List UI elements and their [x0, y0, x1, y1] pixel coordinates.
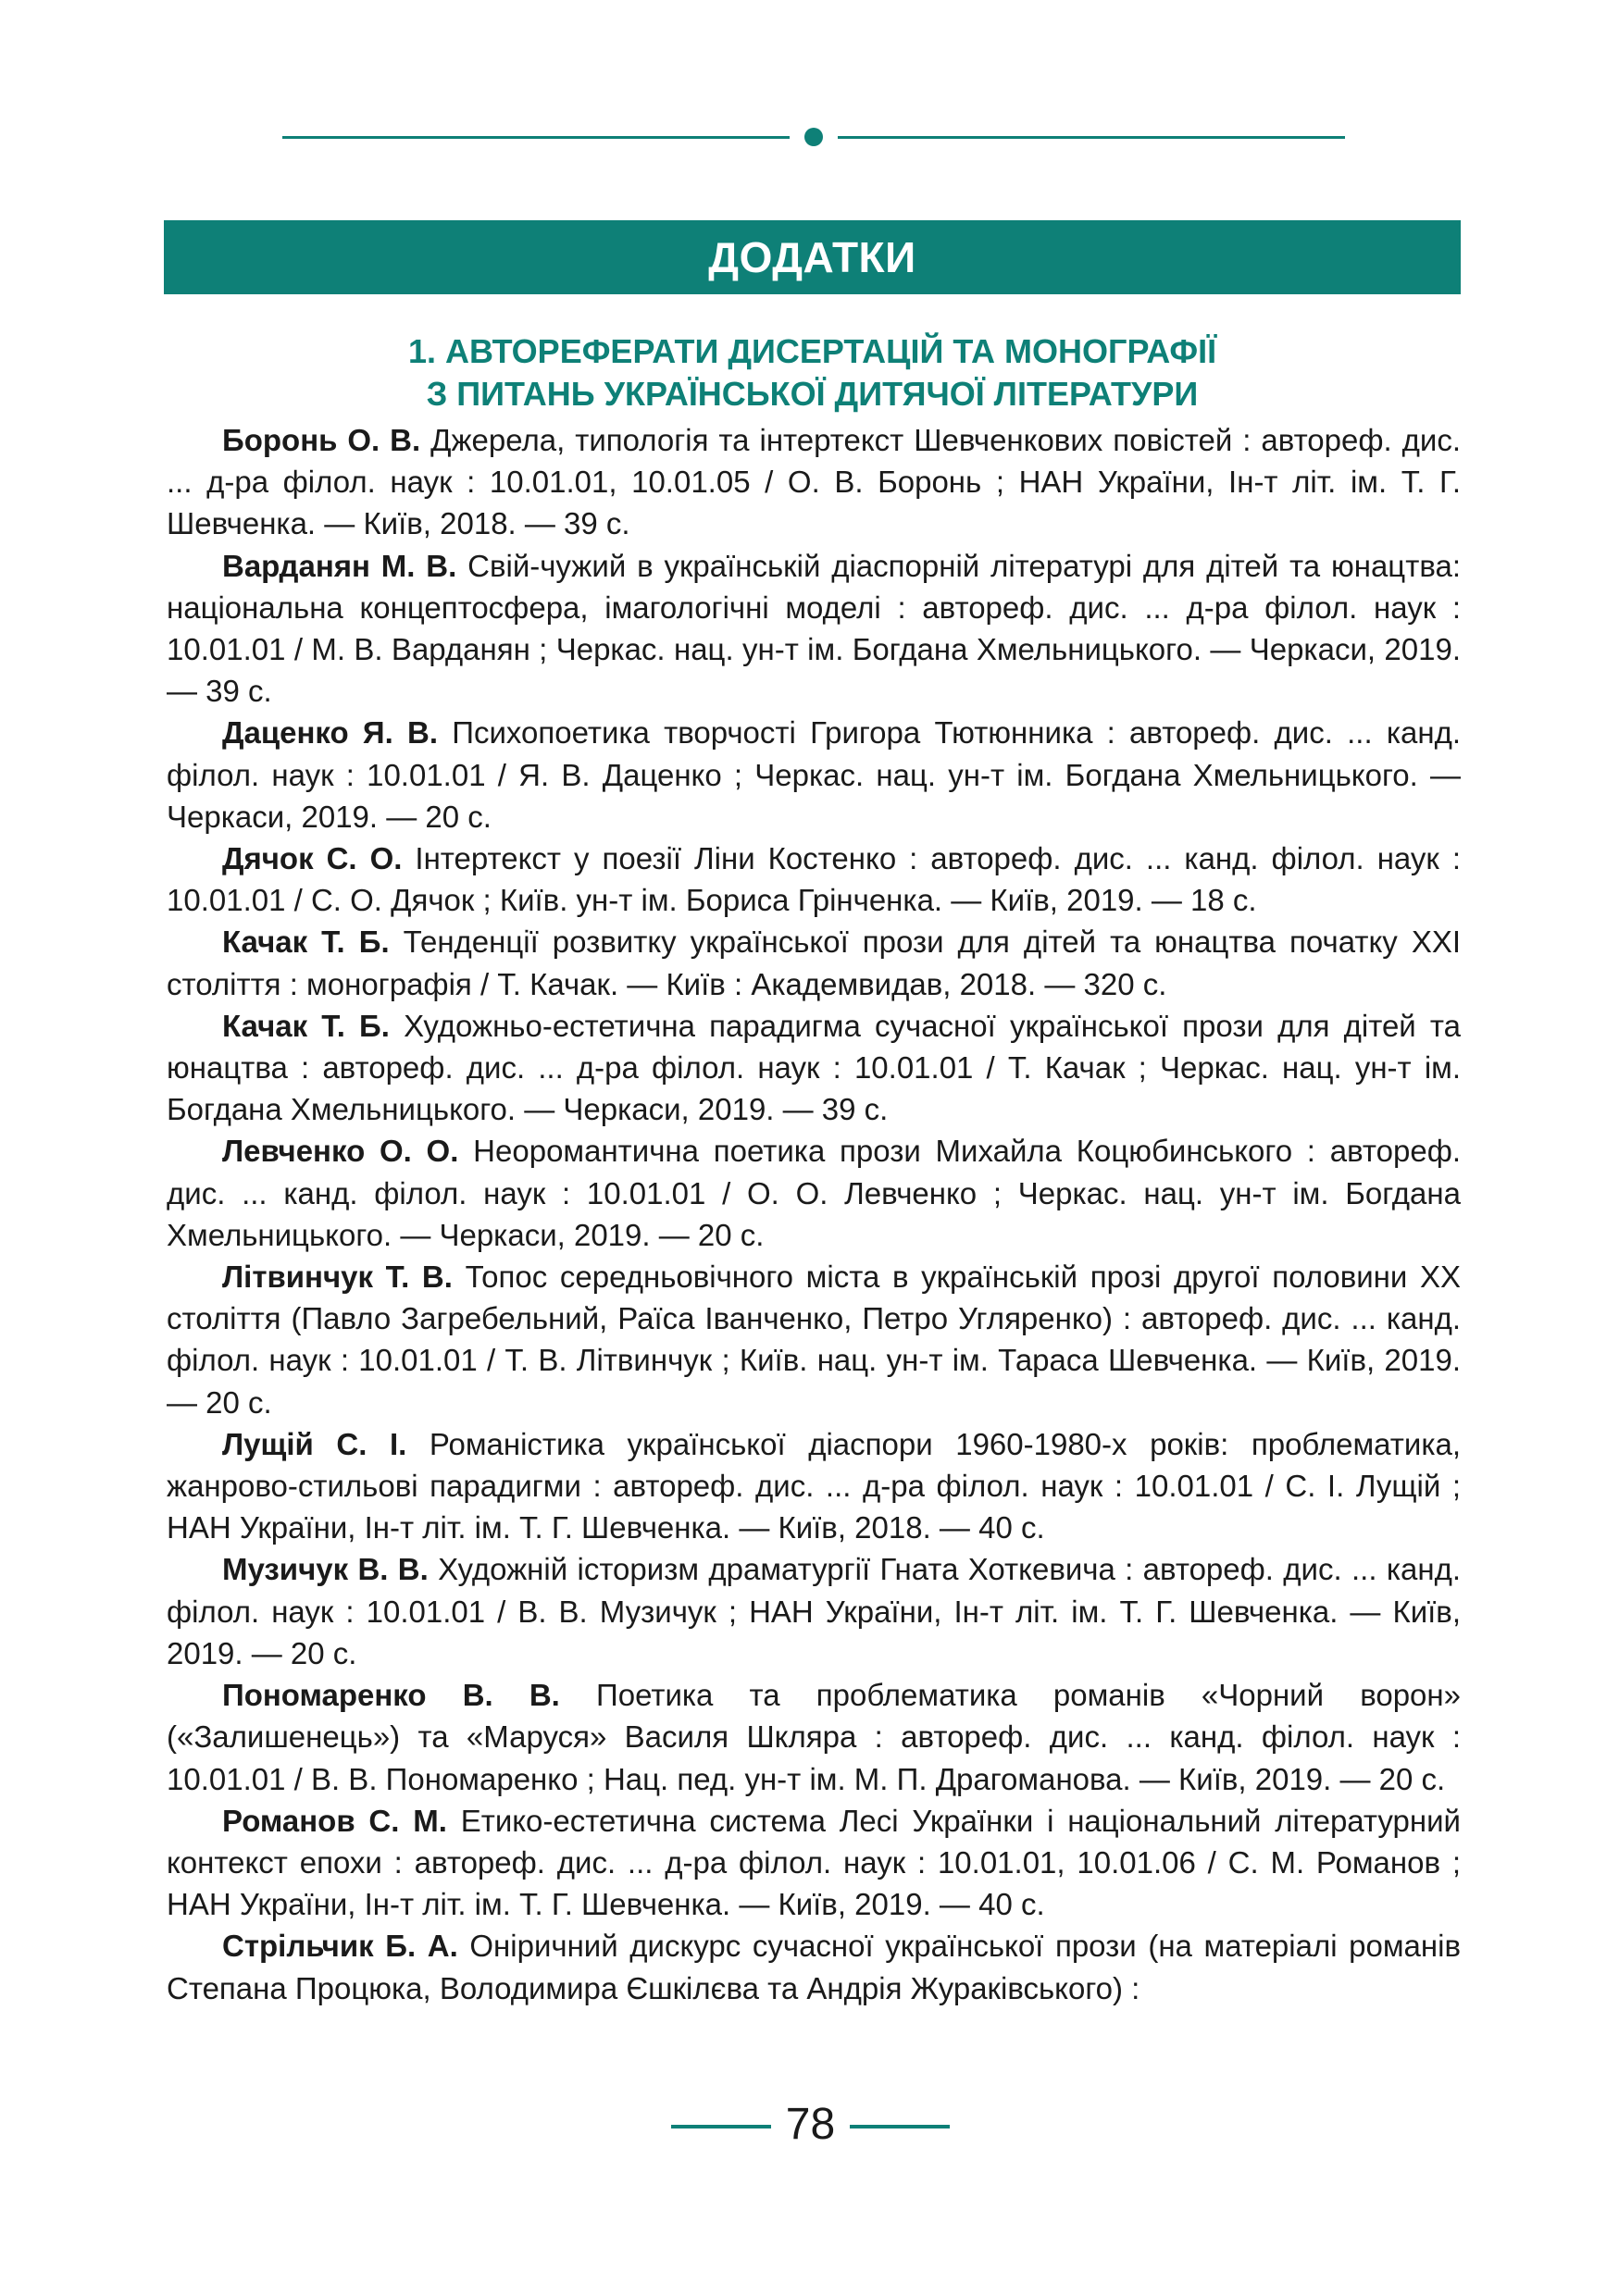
- entry-text: Романістика української діаспори 1960-1980-х років: проблематика, жанрово-стильові парадигми : автореф. дис. ... д-ра філол. наук : 10.01.01 / С. І. Лущій ; НАН України, Ін-т літ. ім. Т. Г. Шевченка. — Київ, 2018. — 40 с.: [167, 1426, 1462, 1545]
- entry-text: Етико-естетична система Лесі Українки і національний літературний контекст епохи : автореф. дис. ... д-ра філол. наук : 10.01.01, 10.01.06 / С. М. Романов ; НАН України, Ін-т літ. ім. Т. Г. Шевченка. — Київ, 2019. — 40 с.: [167, 1803, 1461, 1922]
- entry-author: Качак Т. Б.: [222, 1008, 390, 1043]
- footer-line-left: [671, 2125, 771, 2128]
- entry-author: Качак Т. Б.: [222, 925, 390, 960]
- entry-text: Джерела, типологія та інтертекст Шевченкових повістей : автореф. дис. ... д-ра філол. наук : 10.01.01, 10.01.05 / О. В. Боронь ; НАН України, Ін-т літ. ім. Т. Г. Шевченка. — Київ, 2018. — 39 с.: [167, 423, 1461, 541]
- subsection-heading: [164, 330, 1461, 416]
- bibliography-entry: [167, 1925, 1461, 2008]
- entry-text: Художньо-естетична парадигма сучасної української прози для дітей та юнацтва : автореф. дис. ... д-ра філол. наук : 10.01.01 / Т. Качак ; Черкас. нац. ун-т ім. Богдана Хмельницького. — Черкаси, 2019. — 39 с.: [167, 1008, 1461, 1127]
- entry-text: Інтертекст у поезії Ліни Костенко : автореф. дис. ... канд. філол. наук : 10.01.01 / С. О. Дячок ; Київ. ун-т ім. Бориса Грінченка. — Київ, 2019. — 18 с.: [167, 841, 1461, 918]
- bibliography-entry: [167, 1423, 1461, 1549]
- top-ornament: [282, 128, 1345, 146]
- entry-text: Оніричний дискурс сучасної української прози (на матеріалі романів Степана Процюка, Володимира Єшкілєва та Андрія Жураківського) :: [167, 1929, 1462, 2005]
- page-footer: [0, 2097, 1619, 2153]
- bibliography-entry: [167, 838, 1461, 921]
- ornament-line-left: [282, 136, 790, 139]
- subsection-heading-line-1: 1. АВТОРЕФЕРАТИ ДИСЕРТАЦІЙ ТА МОНОГРАФІЇ: [407, 332, 1217, 370]
- footer-line-right: [850, 2125, 950, 2128]
- entry-author: Романов С. М.: [222, 1803, 447, 1838]
- entry-text: Поетика та проблематика романів «Чорний ворон» («Залишенець») та «Маруся» Василя Шкляра : автореф. дис. ... канд. філол. наук : 10.01.01 / В. В. Пономаренко ; Нац. пед. ун-т ім. М. П. Драгоманова. — Київ, 2019. — 20 с.: [167, 1678, 1461, 1796]
- bibliography-entry: [167, 921, 1461, 1004]
- section-title: ДОДАТКИ: [164, 220, 1461, 294]
- bibliography-entry: [167, 1130, 1461, 1256]
- bibliography-entry: [167, 419, 1461, 545]
- bibliography-entry: [167, 1256, 1461, 1423]
- entry-author: Боронь О. В.: [222, 423, 421, 457]
- ornament-dot: [804, 128, 823, 146]
- bibliography-entry: [167, 1548, 1461, 1674]
- entry-author: Стрільчик Б. А.: [222, 1929, 458, 1964]
- bibliography-entry: [167, 712, 1461, 838]
- ornament-line-right: [838, 136, 1345, 139]
- page-number: 78: [785, 2100, 836, 2149]
- entry-text: Психопоетика творчості Григора Тютюнника : автореф. дис. ... канд. філол. наук : 10.01.01 / Я. В. Даценко ; Черкас. нац. ун-т ім. Богдана Хмельницького. — Черкаси, 2019. — 20 с.: [167, 715, 1461, 834]
- entry-author: Пономаренко В. В.: [222, 1678, 560, 1713]
- entry-text: Неоромантична поетика прози Михайла Коцюбинського : автореф. дис. ... канд. філол. наук : 10.01.01 / О. О. Левченко ; Черкас. нац. ун-т ім. Богдана Хмельницького. — Черкаси, 2019. — 20 с.: [167, 1134, 1462, 1252]
- entry-author: Даценко Я. В.: [222, 715, 438, 751]
- entry-author: Дячок С. О.: [222, 841, 403, 876]
- bibliography-entry: [167, 1800, 1461, 1926]
- bibliography-entry: [167, 1005, 1461, 1131]
- bibliography-list: [167, 419, 1461, 2009]
- subsection-heading-line-2: З ПИТАНЬ УКРАЇНСЬКОЇ ДИТЯЧОЇ ЛІТЕРАТУРИ: [426, 375, 1199, 413]
- entry-author: Літвинчук Т. В.: [222, 1260, 453, 1295]
- entry-author: Лущій С. І.: [222, 1426, 407, 1461]
- entry-text: Топос середньовічного міста в українській прозі другої половини ХХ століття (Павло Загребельний, Раїса Іванченко, Петро Угляренко) : автореф. дис. ... канд. філол. наук : 10.01.01 / Т. В. Літвинчук ; Київ. нац. ун-т ім. Тараса Шевченка. — Київ, 2019. — 20 с.: [167, 1260, 1461, 1420]
- bibliography-entry: [167, 1674, 1461, 1800]
- entry-text: Тенденції розвитку української прози для дітей та юнацтва початку ХХІ століття : монографія / Т. Качак. — Київ : Академвидав, 2018. — 320 с.: [167, 925, 1462, 1001]
- entry-text: Свій-чужий в українській діаспорній літературі для дітей та юнацтва: національна концептосфера, імагологічні моделі : автореф. дис. ... д-ра філол. наук : 10.01.01 / М. В. Варданян ; Черкас. нац. ун-т ім. Богдана Хмельницького. — Черкаси, 2019. — 39 с.: [167, 548, 1461, 709]
- entry-author: Музичук В. В.: [222, 1552, 429, 1587]
- bibliography-entry: [167, 545, 1461, 713]
- entry-author: Варданян М. В.: [222, 548, 457, 583]
- entry-author: Левченко О. О.: [222, 1134, 459, 1169]
- entry-text: Художній історизм драматургії Гната Хоткевича : автореф. дис. ... канд. філол. наук : 10.01.01 / В. В. Музичук ; НАН України, Ін-т літ. ім. Т. Г. Шевченка. — Київ, 2019. — 20 с.: [167, 1552, 1461, 1670]
